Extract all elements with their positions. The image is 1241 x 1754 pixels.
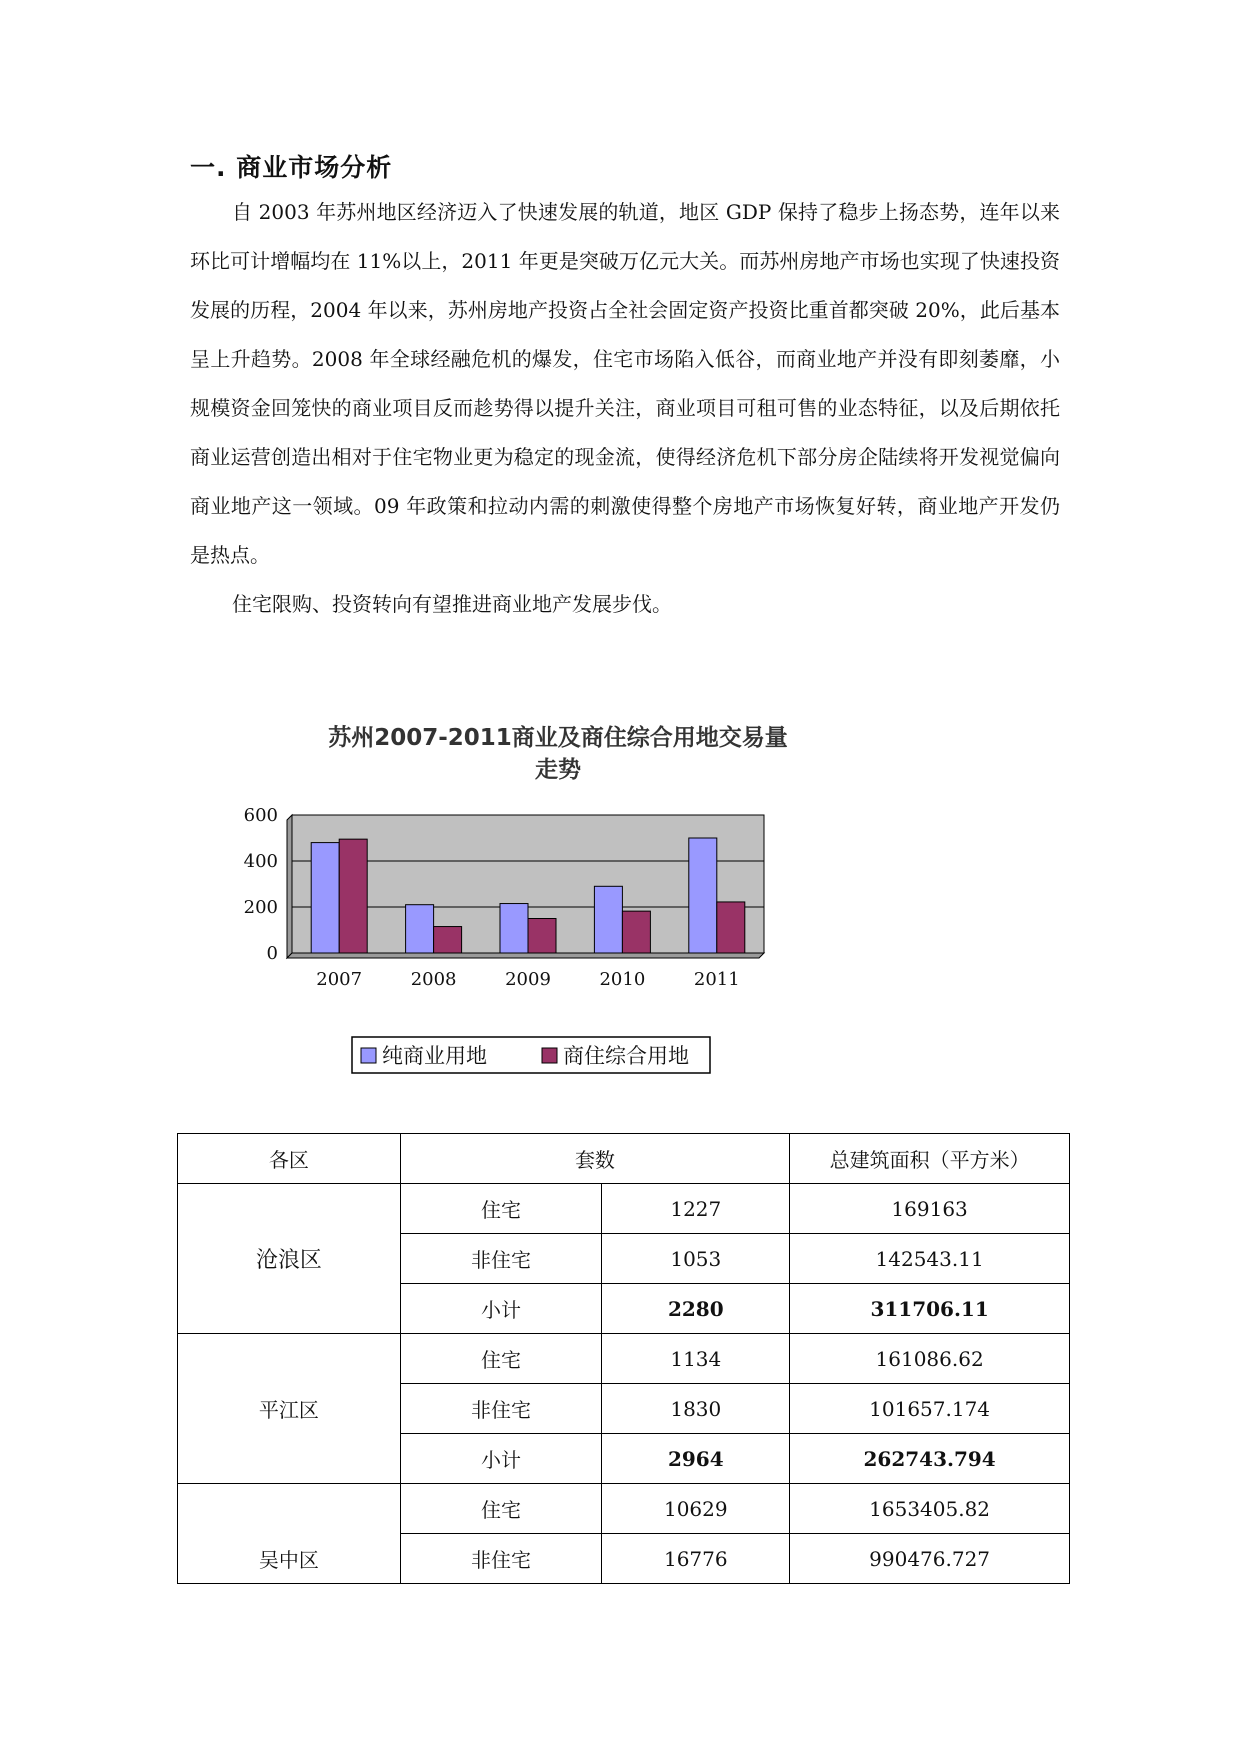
x-tick-label: 2007	[316, 969, 363, 990]
bar-mixed-use-2007	[339, 839, 367, 953]
area-cell: 311706.11	[790, 1284, 1070, 1334]
table-header-row	[178, 1134, 1070, 1184]
type-cell: 非住宅	[400, 1534, 602, 1584]
type-cell: 住宅	[400, 1184, 602, 1234]
bar-commercial-2007	[311, 843, 339, 953]
bar-mixed-use-2011	[717, 902, 745, 953]
count-cell: 1830	[602, 1384, 790, 1434]
chart-title-line2: 走势	[535, 757, 581, 783]
bar-commercial-2009	[500, 904, 528, 953]
bar-mixed-use-2010	[622, 911, 650, 953]
area-cell: 142543.11	[790, 1234, 1070, 1284]
y-tick-label: 600	[243, 805, 278, 826]
count-cell: 2280	[602, 1284, 790, 1334]
district-data-table	[177, 1133, 1070, 1584]
y-tick-label: 0	[266, 943, 278, 964]
legend-label-mixed-use: 商住综合用地	[563, 1044, 689, 1068]
land-transaction-chart	[240, 715, 820, 1085]
count-cell: 2964	[602, 1434, 790, 1484]
chart-svg	[240, 715, 820, 1085]
count-cell: 1053	[602, 1234, 790, 1284]
area-cell: 101657.174	[790, 1384, 1070, 1434]
district-cell: 平江区	[178, 1334, 401, 1484]
table-row	[178, 1184, 1070, 1234]
district-cell: 沧浪区	[178, 1184, 401, 1334]
plot-side-wall	[287, 815, 292, 958]
y-tick-label: 200	[243, 897, 278, 918]
district-cell: 吴中区	[178, 1484, 401, 1584]
y-tick-label: 400	[243, 851, 278, 872]
type-cell: 小计	[400, 1284, 602, 1334]
header-area: 总建筑面积（平方米）	[790, 1134, 1070, 1184]
x-tick-label: 2008	[410, 969, 457, 990]
type-cell: 非住宅	[400, 1234, 602, 1284]
plot-area	[244, 805, 764, 990]
table-row	[178, 1334, 1070, 1384]
x-tick-label: 2010	[599, 969, 646, 990]
body-text	[190, 188, 1060, 629]
header-district: 各区	[178, 1134, 401, 1184]
section-heading: 一. 商业市场分析	[190, 153, 393, 182]
count-cell: 1227	[602, 1184, 790, 1234]
type-cell: 住宅	[400, 1484, 602, 1534]
bar-mixed-use-2008	[434, 927, 462, 953]
type-cell: 住宅	[400, 1334, 602, 1384]
paragraph: 自 2003 年苏州地区经济迈入了快速发展的轨道，地区 GDP 保持了稳步上扬态势，连年以来环比可计增幅均在 11%以上，2011 年更是突破万亿元大关。而苏州房地产市场也实现了快速投资发展的历程，2004 年以来，苏州房地产投资占全社会固定资产投资比重首都突破 20%，此后基本呈上升趋势。2008 年全球经融危机的爆发，住宅市场陷入低谷，而商业地产并没有即刻萎靡，小规模资金回笼快的商业项目反而趁势得以提升关注，商业项目可租可售的业态特征，以及后期依托商业运营创造出相对于住宅物业更为稳定的现金流，使得经济危机下部分房企陆续将开发视觉偏向商业地产这一领域。09 年政策和拉动内需的刺激使得整个房地产市场恢复好转，商业地产开发仍是热点。	[190, 200, 1060, 567]
header-count: 套数	[400, 1134, 790, 1184]
legend-swatch-commercial	[361, 1048, 376, 1063]
table-row	[178, 1484, 1070, 1534]
x-tick-label: 2011	[693, 969, 740, 990]
count-cell: 10629	[602, 1484, 790, 1534]
bar-commercial-2011	[689, 838, 717, 953]
type-cell: 小计	[400, 1434, 602, 1484]
bar-mixed-use-2009	[528, 919, 556, 954]
x-tick-label: 2009	[505, 969, 551, 990]
legend-label-commercial: 纯商业用地	[382, 1044, 487, 1068]
paragraph: 住宅限购、投资转向有望推进商业地产发展步伐。	[232, 592, 672, 616]
area-cell: 169163	[790, 1184, 1070, 1234]
area-cell: 1653405.82	[790, 1484, 1070, 1534]
chart-legend	[352, 1037, 710, 1073]
bar-commercial-2008	[406, 905, 434, 953]
area-cell: 990476.727	[790, 1534, 1070, 1584]
plot-floor	[287, 953, 764, 958]
count-cell: 16776	[602, 1534, 790, 1584]
type-cell: 非住宅	[400, 1384, 602, 1434]
count-cell: 1134	[602, 1334, 790, 1384]
area-cell: 262743.794	[790, 1434, 1070, 1484]
chart-title-line1: 苏州2007-2011商业及商住综合用地交易量	[328, 725, 788, 751]
legend-swatch-mixed-use	[542, 1048, 557, 1063]
bar-commercial-2010	[594, 886, 622, 953]
area-cell: 161086.62	[790, 1334, 1070, 1384]
